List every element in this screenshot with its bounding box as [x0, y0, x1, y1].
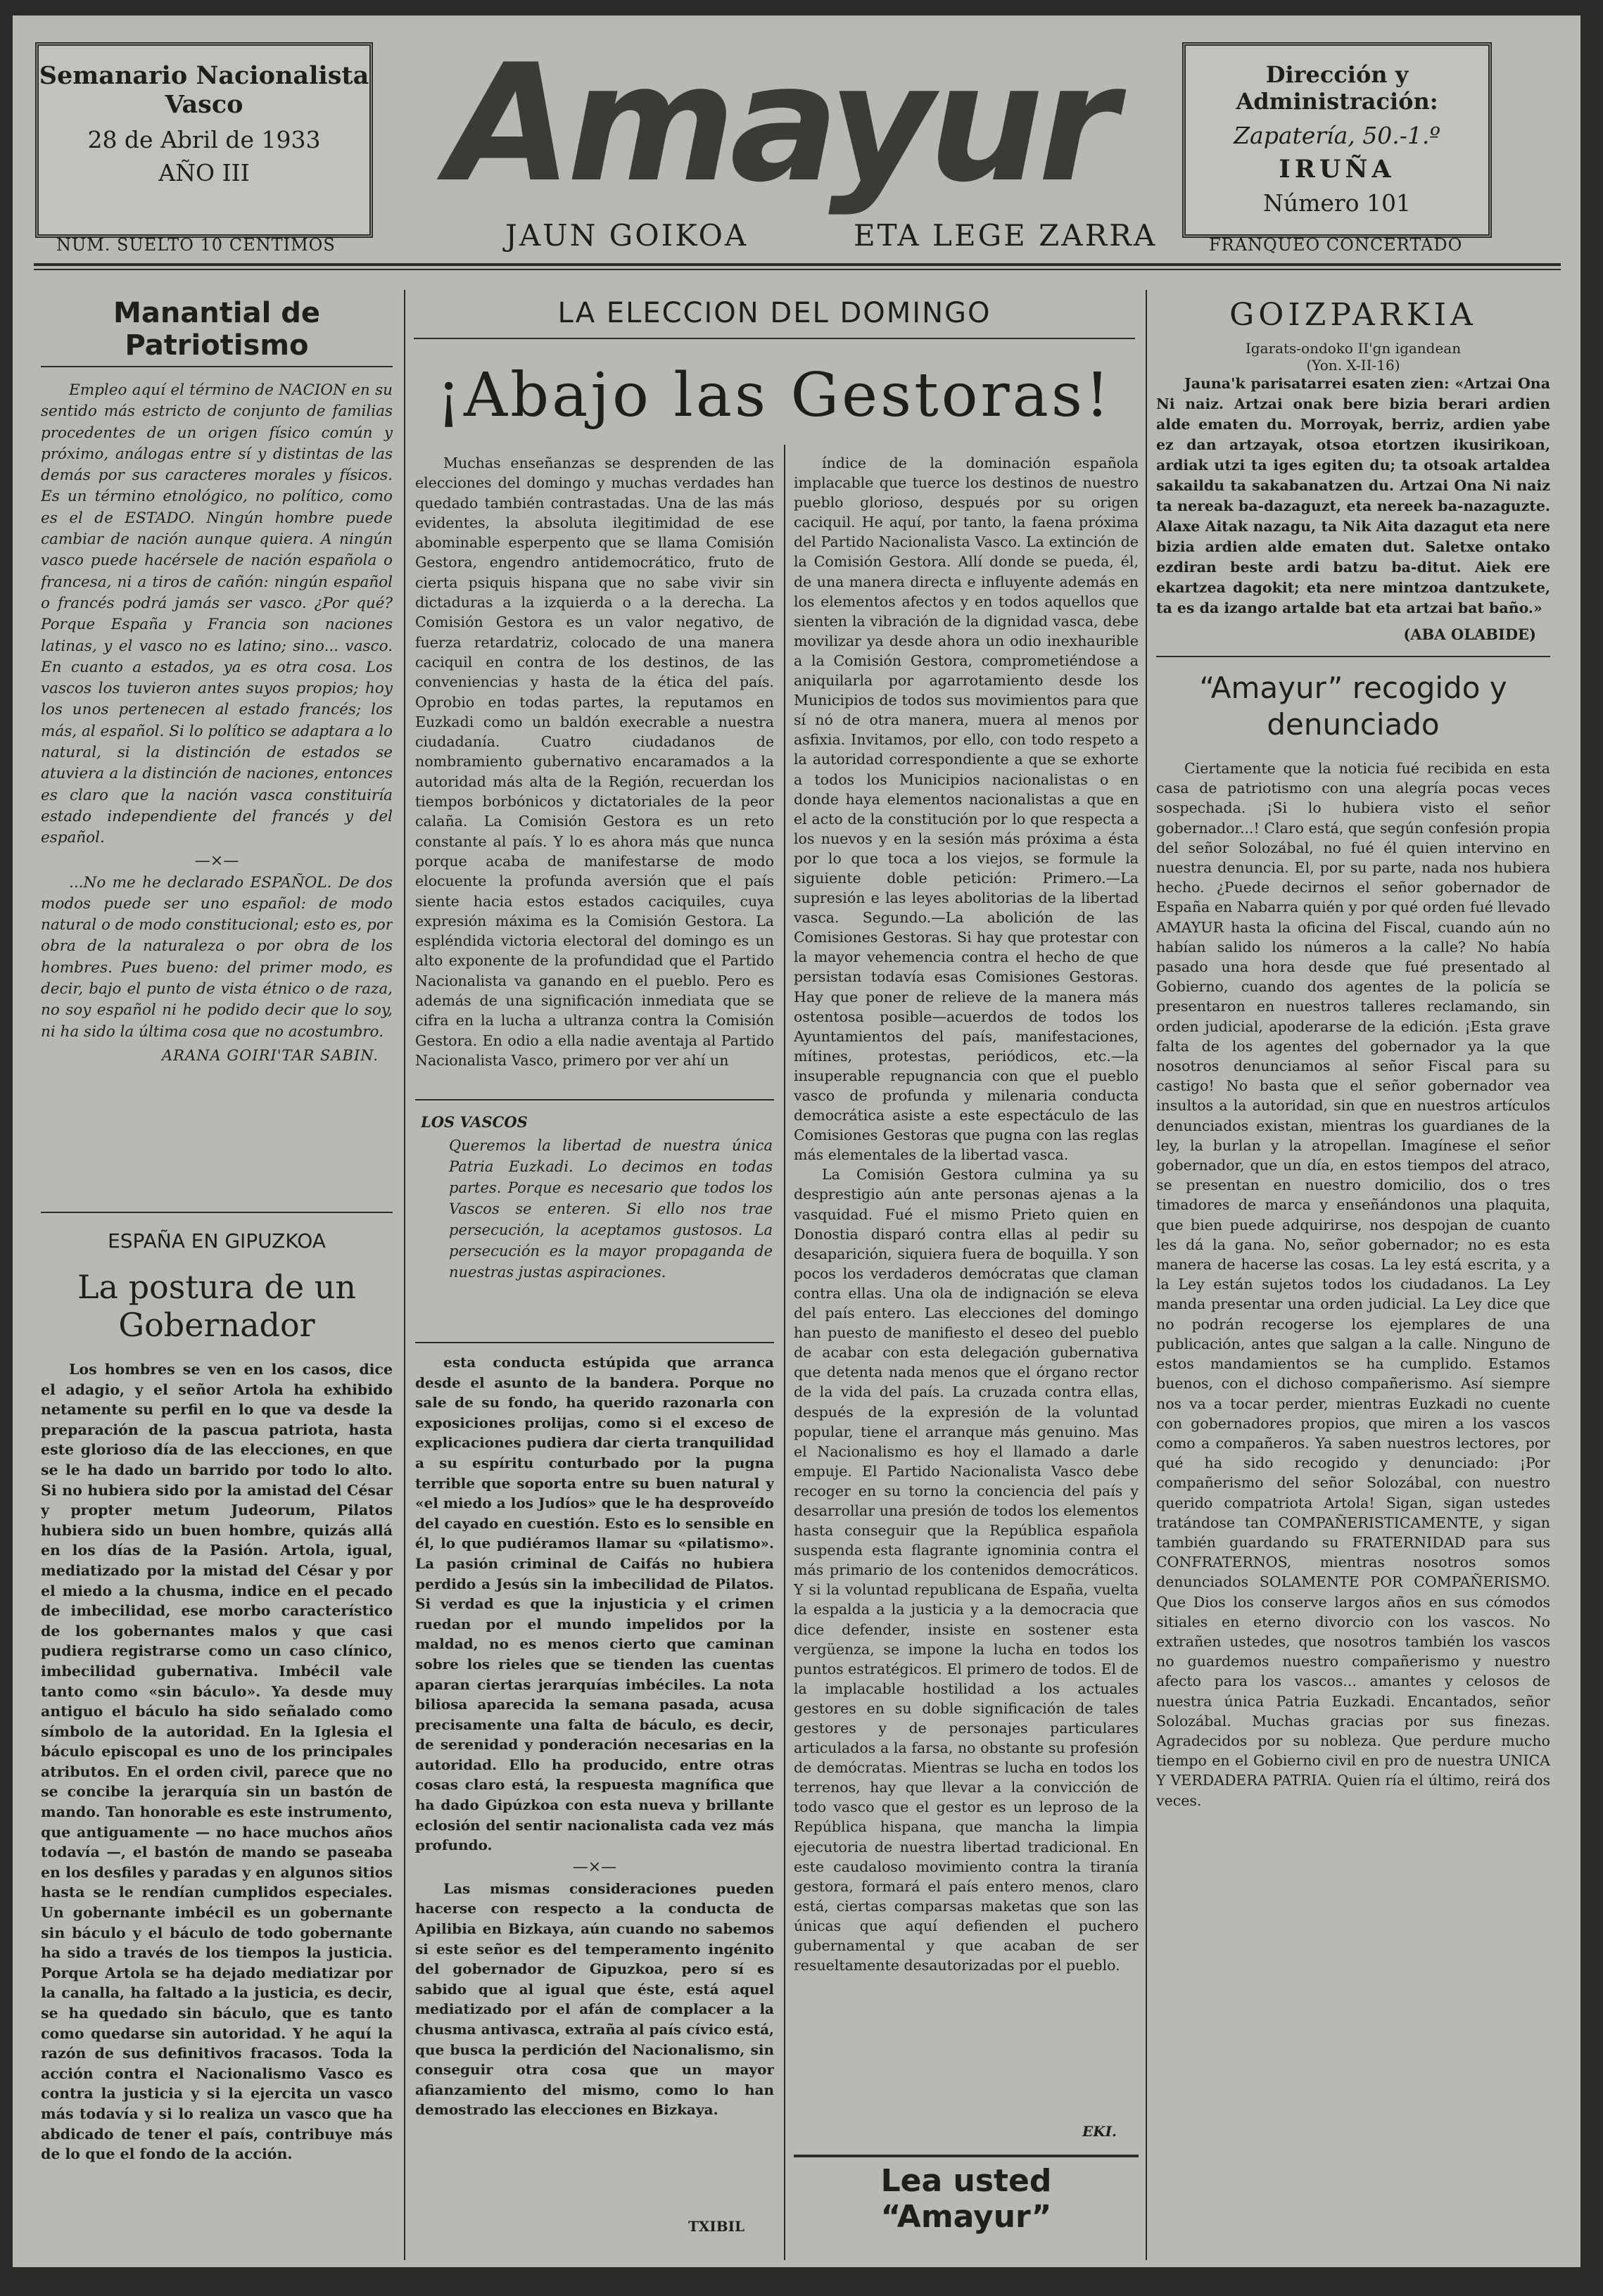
column-rule-3	[1146, 290, 1147, 2260]
article-text-gestoras-3: La Comisión Gestora culmina ya su desprestigio aún ante personas ajenas a la vasquidad. Fué el mismo Prieto quien en Donostia disparó contra ellas al pedir su desaparición, siquiera fuera de boquilla. Y son pocos los verdaderos demócratas que claman contra ellas. Una ola de indignación se eleva del país entero. Las elecciones del domingo han puesto de manifiesto el deseo del pueblo de acabar con esta delegación gubernativa que detenta nada menos que el órgano rector de la vida del país. La cruzada contra ellas, después de la expresión de la voluntad popular, tiene el arranque más genuino. Mas el Nacionalismo es hoy el llamado a darle empuje. El Partido Nacionalista Vasco debe recoger en su torno la conciencia del país y desarrollar una presión de todos los elementos hasta conseguir que la República española suspenda esta flagrante ignominia contra el más primario de los contenidos democráticos. Y si la voluntad republicana de España, vuelta la espalda a la justicia y a la democracia que dice defender, insiste en sostener esta vergüenza, se impone la lucha en todos los puntos estratégicos. El primero de todos. El de la implacable hostilidad a los actuales gestores en su doble significación de tales gestores y de personajes particulares articulados a la farsa, no obstante su profesión de demócratas. Mientras se lucha en todos los terrenos, hay que llevar a la convicción de todo vasco que el gestor es un leproso de la República hispana, que mancha la limpia ejecutoria de nuestra libertad tradicional. En este caudaloso movimiento contra la tiranía gestora, formará el país entero menos, claro está, ciertas comparsas maketas que son las únicas que aquí defienden el puchero gubernamental y que acaban de ser resueltamente desautorizadas por el pueblo.	[794, 1166, 1139, 1974]
separator: —×—	[194, 851, 239, 870]
divider	[41, 1212, 393, 1213]
column-rule-1	[404, 290, 405, 2260]
kicker-espana: ESPAÑA EN GIPUZKOA	[108, 1229, 326, 1252]
column-1-bottom	[41, 1229, 393, 2264]
article-text-manantial: Empleo aquí el término de NACION en su sentido más estricto de conjunto de familias procedentes de un origen físico común y próximo, análogas entre sí y distintas de las demás por sus caracteres morales y físicos. Es un término etnológico, no político, como es el de ESTADO. Ningún hombre puede cambiar de nación aunque quiera. A ningún vasco puede hacérsele de nación española o francesa, ni a tiros de cañón: ningún español o francés podrá jamás ser vasco. ¿Por qué? Porque España y Francia son naciones latinas, y el vasco no es latino; sino... vasco. En cuanto a estados, ya es otra cosa. Los vascos los tuvieron antes suyos propios; hoy los unos pertenecen al estado francés; los más, al español. Si lo político se adaptara a lo natural, si la distinción de estados se atuviera a la distinción de naciones, entonces es claro que la nación vasca constituiría estado independiente del francés y del español.	[41, 381, 393, 847]
column-3	[1156, 297, 1550, 2260]
goizparkia-subtitle: Igarats-ondoko II'gn igandean	[1245, 340, 1462, 357]
article-text-postura-cont: esta conducta estúpida que arranca desde el asunto de la bandera. Porque no sale de su fondo, ha querido razonarla con exposiciones prolijas, como si el exceso de explicaciones pudiera dar cierta tranquilidad a su espíritu conturbado por la pugna terrible que soporta entre su buen natural y «el miedo a los Judíos» que le ha desproveído del cayado en cuestión. Esto es lo sensible en él, lo que pudiéramos llamar su «pilatismo». La pasión criminal de Caifás no hubiera perdido a Jesús sin la imbecilidad de Pilatos. Si verdad es que la injusticia y el crimen ruedan por el mundo impelidos por la maldad, no es menos cierto que caminan sobre los rieles que se tienden las cuentas aparan ciertas jerarquías imbéciles. La nota biliosa aparecida la semana pasada, acusa precisamente una falta de báculo, es decir, de serenidad y ponderación necesarias en la autoridad. Ello ha producido, entre otras cosas claro está, la respuesta magnífica que ha dado Gipúzkoa con esta nueva y brillante eclosión del sentir nacionalista cada vez más profundo.	[415, 1354, 774, 1854]
article-title-postura: La postura de un Gobernador	[77, 1268, 357, 1344]
ad-lea-usted: Lea usted “Amayur”	[880, 2163, 1052, 2235]
article-title-recogido: “Amayur” recogido y denunciado	[1199, 671, 1507, 742]
author-signature: (ABA OLABIDE)	[1403, 626, 1536, 643]
divider	[415, 1342, 774, 1343]
newspaper-page	[13, 15, 1580, 2267]
verse-title: LOS VASCOS	[421, 1113, 528, 1131]
column-2a	[415, 453, 774, 1076]
article-text-postura: Los hombres se ven en los casos, dice el adagio, y el señor Artola ha exhibido netamente su perfil en lo que va desde la preparación de la pascua patriota, hasta este glorioso día de las elecciones, en que se le ha dado un barrido por todo lo alto. Si no hubiera sido por la amistad del César y propter metum Judeorum, Pilatos hubiera sido un buen hombre, quizás allá en los días de la Pasión. Artola, igual, mediatizado por la mistad del César y por el miedo a la chusma, indice en el pecado de imbecilidad, ese morbo característico de los gobernantes malos y que casi pudiera registrarse como un caso clínico, imbecilidad gubernativa. Imbécil vale tanto como «sin báculo». Ya desde muy antiguo el báculo ha sido señalado como símbolo de la autoridad. En la Iglesia el báculo episcopal es uno de los principales atributos. En el orden civil, parece que no se concibe la jerarquía sin un bastón de mando. Tan honorable es este instrumento, que antiguamente — no hace muchos años todavía —, el bastón de mando se paseaba en los desfiles y paradas y en algunos sitios hasta se le rendían cumplidos especiales. Un gobernante imbécil es un gobernante sin báculo y el báculo de todo gobernante ha sido a través de los tiempos la justicia. Porque Artola se ha dejado mediatizar por la canalla, ha faltado a la justicia, es decir, se ha quedado sin báculo, que es tanto como quedarse sin autoridad. Y he aquí la razón de sus definitivos fracasos. Toda la acción contra el Nacionalismo Vasco es contra la justicia y si la ejercita un vasco más todavía y si lo realiza un vasco que ha abdicado de tener el país, contribuye más de lo que el fondo de la acción.	[41, 1361, 393, 2163]
column-1-top	[41, 297, 393, 1198]
divider	[415, 1099, 774, 1101]
price-note: NUM. SUELTO 10 CENTIMOS	[56, 235, 336, 255]
newspaper-logo: Amayur	[447, 30, 1113, 218]
issue-date: 28 de Abril de 1933	[87, 126, 321, 153]
verse-text: Queremos la libertad de nuestra única Patria Euzkadi. Lo decimos en todas partes. Porque es necesario que todos los Vascos se enteren. Si ello nos trae persecución, la aceptamos gustosos. La persecución es la mayor propaganda de nuestras justas aspiraciones.	[449, 1137, 773, 1281]
article-text-gestoras-2: índice de la dominación española implacable que tuerce los destinos de nuestro pueblo glorioso, después por su origen caciquil. He aquí, por tanto, la faena próxima del Partido Nacionalista Vasco. La extinción de la Comisión Gestora. Allí donde se pueda, él, de una manera directa e influyente además en los elementos afectos y en todos aquellos que sienten la vibración de la dignidad vasca, debe movilizar ya desde ahora un odio inexhaurible a la Comisión Gestora, comprometiéndose a aniquilarla por agarrotamiento desde los Municipios de todos sus movimientos para que sí nó de otra manera, muera al menos por asfixia. Invitamos, por ello, con todo respeto a la autoridad correspondiente a que se exhorte a todos los Municipios nacionalistas o en donde haya elementos nacionalistas a que en el acto de la constitución por lo que respecta a los nuevos y en la sesión más próxima a ésta por lo que toca a los viejos, se formule la siguiente doble petición: Primero.—La supresión e las leyes abolitorias de la libertad vasca. Segundo.—La abolición de las Comisiones Gestoras. Si hay que protestar con la mayor vehemencia contra el hecho de que persistan todavía esas Comisiones Gestoras. Hay que poner de relieve de la manera más ostentosa posible—acuerdos de todos los Ayuntamientos del país, manifestaciones, mítines, protestas, periódicos, etc.—la insuperable repugnancia con que el pueblo vasco de profunda y milenaria conducta democrática asiste a este espectáculo de las Comisiones Gestoras que pugna con las reglas más elementales de la libertad vasca.	[794, 455, 1139, 1164]
divider	[414, 338, 1135, 339]
kicker-eleccion: LA ELECCION DEL DOMINGO	[557, 297, 991, 329]
masthead-left-box	[35, 42, 373, 238]
author-signature: TXIBIL	[688, 2218, 745, 2235]
article-text-manantial-2: ...No me he declarado ESPAÑOL. De dos modos puede ser uno español: de modo natural o de modo constitucional; esto es, por obra de la naturaleza o por obra de los hombres. Pues bueno: del primer modo, es decir, bajo el punto de vista étnico o de raza, no soy español ni he podido decir que lo soy, ni ha sido la última cosa que no acostumbro.	[41, 873, 393, 1041]
franking-note: FRANQUEO CONCERTADO	[1209, 235, 1463, 255]
masthead-right-box	[1182, 42, 1492, 238]
author-signature: EKI.	[1082, 2123, 1117, 2140]
masthead-rule-thin	[34, 269, 1561, 270]
divider	[1156, 656, 1550, 657]
motto-right: ETA LEGE ZARRA	[854, 218, 1158, 253]
goizparkia-ref: (Yon. X-II-16)	[1306, 357, 1400, 374]
author-signature: ARANA GOIRI'TAR SABIN.	[161, 1046, 379, 1064]
article-text-recogido: Ciertamente que la noticia fué recibida en esta casa de patriotismo con una alegría pocas veces sospechada. ¡Si lo hubiera visto el señor gobernador...! Claro está, que según confesión propia del señor Solozábal, no fué él quien intervino en nuestra denuncia. El, por su parte, nada nos hubiera hecho. ¿Puede decirnos el señor gobernador de España en Nabarra quién y por qué orden fué llevado AMAYUR hasta la oficina del Fiscal, cuando aún no habían salido los números a la calle? No había pasado una hora desde que fué presentado al Gobierno, cuando dos agentes de la policía se presentaron en nuestros talleres reclamando, sin orden judicial, apoderarse de la edición. ¡Esta grave falta de los agentes del gobernador ya la que nosotros denunciamos al señor Fiscal para su castigo! No basta que el señor gobernador vea insultos a la autoridad, sin que en nuestros artículos denunciados existan, mientras los guardianes de la ley, la burlan y la atropellan. Imagínese el señor gobernador, que un día, en estos tiempos del atraco, se presentan en nuestro domicilio, dos o tres timadores de marca y enseñándonos una plaquita, que bien puede adquirirse, nos despojan de cuanto les dá la gana. No, señor gobernador; no es esta manera de hacerse las cosas. La ley está escrita, y a la Ley están sujetos todos los ciudadanos. La Ley manda presentar una orden judicial. La Ley dice que no podrán recogerse los ejemplares de una publicación, antes que salgan a la calle. Ninguno de estos mandamientos se ha cumplido. Estamos buenos, con el dichoso compañerismo. Así siempre nos va a tocar perder, mientras Euzkadi no cuente con gobernadores propios, que miren a los vascos como a compañeros. Ya saben nuestros lectores, por qué ha sido recogido y denunciado: ¡Por compañerismo del señor Solozábal, con nuestro querido compatriota Artola! Sigan, sigan ustedes tratándose tan COMPAÑERISTICAMENTE, y sigan también guardando su FRATERNIDAD para sus CONFRATERNOS, mientras nosotros somos denunciados SOLAMENTE POR COMPAÑERISMO. Que Dios los conserve largos años en sus cómodos sitiales en eterno divorcio con los vascos. No extrañen ustedes, que nosotros también los vascos no guardemos nuestro compañerismo y nuestro afecto para los vascos... amantes y celosos de nuestra única Patria Euzkadi. Encantados, señor Solozábal. Muchas gracias por sus finezas. Agradecidos por su nobleza. Que perdure mucho tiempo en el Gobierno civil en pro de nuestra UNICA Y VERDADERA PATRIA. Quien ría el último, reirá dos veces.	[1156, 760, 1550, 1809]
article-text-goizparkia: Jauna'k parisatarrei esaten zien: «Artzai Ona Ni naiz. Artzai onak bere bizia berari ardien alde ematen du. Morroyak, berriz, ardien yabe ez dan artzayak, otsoa etortzen ikusirikoan, ardiak utzi ta iges egiten du; ta otsoak artaldea sakaildu ta sakabanatzen du. Artzai Ona Ni naiz ta nereak ba-dazaguzt, eta nereek ba-nazaguzte. Alaxe Aitak nazagu, ta Nik Aita dazagut eta nere bizia ardien alde ematen dut. Saletxe ontako ezdiran beste ardi batzu ba-ditut. Aiek ere ekartzea dagokit; eta nere mintzoa dantzukete, ta es da izango artalde bat eta artzai bat baño.»	[1156, 375, 1550, 616]
article-title-manantial: Manantial de Patriotismo	[41, 297, 393, 367]
issue-number: Número 101	[1262, 189, 1412, 217]
masthead-left-line2: Vasco	[165, 90, 243, 119]
issue-year: AÑO III	[158, 159, 250, 186]
masthead-right-line1: Dirección y Administración:	[1236, 61, 1438, 115]
headline-gestoras: ¡Abajo las Gestoras!	[436, 360, 1113, 431]
masthead-left-line1: Semanario Nacionalista	[39, 61, 369, 90]
address: Zapatería, 50.-1.º	[1234, 122, 1440, 149]
separator: —×—	[572, 1858, 617, 1876]
city: IRUÑA	[1279, 155, 1395, 184]
article-text-gestoras-1: Muchas enseñanzas se desprenden de las elecciones del domingo y muchas verdades han quedado también contrastadas. Una de las más evidentes, la absoluta ilegitimidad de ese abominable esperpento que se llama Comisión Gestora, engendro antidemocrático, fruto de cierta psiquis hispana que no sabe vivir sin dictaduras a la izquierda o a la derecha. La Comisión Gestora es un valor negativo, de fuerza retardatriz, colocado de una manera caciquil en contra de los destinos, de las conveniencias y hasta de la ética del país. Oprobio en todas partes, la reputamos en Euzkadi como un baldón execrable a nuestra ciudadanía. Cuatro ciudadanos de nombramiento gubernativo encaramados a la autoridad más alta de la Región, recuerdan los tiempos borbónicos y dictatoriales de la peor calaña. La Comisión Gestora es un reto constante al país. Y lo es ahora más que nunca porque acaba de manifestarse de modo elocuente la profunda aversión que el país siente hacia estos estados caciquiles, cuya expresión máxima es la Comisión Gestora. La espléndida victoria electoral del domingo es un alto exponente de la profundidad que el Partido Nacionalista va ganando en el pueblo. Pero es además de una significación inmediata que se cifra en la lucha a ultranza contra la Comisión Gestora. En odio a ella nadie aventaja al Partido Nacionalista Vasco, primero por ver ahí un	[415, 455, 774, 1069]
divider	[794, 2155, 1139, 2157]
column-2c	[794, 453, 1139, 2128]
article-text-postura-cont-2: Las mismas consideraciones pueden hacerse con respecto a la conducta de Apilibia en Bizkaya, aún cuando no sabemos si este señor es del temperamento ingénito del gobernador de Gipuzkoa, pero sí es sabido que al igual que éste, está aquel mediatizado por el afán de complacer a la chusma antivasca, extraña al país cívico está, que busca la perdición del Nacionalismo, sin conseguir otra cosa que un mayor afianzamiento del mismo, como lo han demostrado las elecciones en Bizkaya.	[415, 1879, 774, 2119]
article-title-goizparkia: GOIZPARKIA	[1229, 297, 1477, 333]
column-2b	[415, 1352, 774, 2211]
masthead-rule	[34, 263, 1561, 266]
column-rule-2	[784, 445, 785, 2260]
motto-left: JAUN GOIKOA	[505, 218, 749, 253]
box-los-vascos	[421, 1113, 773, 1338]
